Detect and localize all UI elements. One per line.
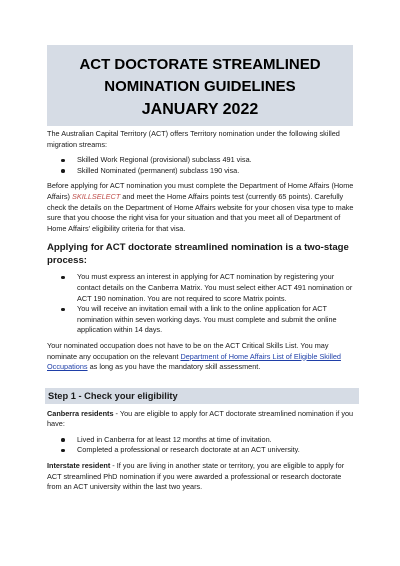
occupation-text-1: Your nominated occupation does not have to be on the ACT Critical Skills List. You may nominate any occupation on the relevant — [47, 340, 329, 361]
canberra-residents-paragraph — [47, 409, 357, 430]
occupation-paragraph — [47, 341, 357, 373]
step1-heading: Step 1 - Check your eligibility — [45, 388, 359, 404]
list-item: Skilled Nominated (permanent) subclass 190 visa. — [77, 166, 357, 177]
interstate-resident-paragraph — [47, 461, 357, 493]
before-applying-paragraph — [47, 181, 357, 234]
interstate-resident-text: - If you are living in another state or territory, you are eligible to apply for ACT streamlined PhD nomination if you were awarded a professional or research doctorate from an ACT university within the last two years. — [47, 461, 345, 492]
interstate-resident-label: Interstate resident — [47, 461, 111, 471]
document-body — [47, 129, 357, 493]
title-date: JANUARY 2022 — [141, 101, 259, 118]
canberra-residents-label: Canberra residents — [47, 408, 114, 418]
title-line-1: ACT DOCTORATE STREAMLINED — [79, 56, 321, 73]
intro-paragraph: The Australian Capital Territory (ACT) offers Territory nomination under the following skilled migration streams: — [47, 129, 340, 149]
before-applying-text-1: Before applying for ACT nomination you must complete the Department of Home Affairs (Home Affairs) — [47, 181, 354, 201]
title-line-2: NOMINATION GUIDELINES — [104, 78, 296, 95]
list-item: You must express an interest in applying for ACT nomination by registering your contact details on the Canberra Matrix. You must select either ACT 491 nomination or ACT 190 nomination. You are not required to score Matrix points. — [77, 272, 357, 304]
list-item: Completed a professional or research doctorate at an ACT university. — [77, 445, 357, 456]
two-stage-heading: Applying for ACT doctorate streamlined nomination is a two-stage process: — [47, 242, 349, 267]
canberra-criteria-list — [47, 435, 357, 456]
list-item: Skilled Work Regional (provisional) subclass 491 visa. — [77, 155, 357, 166]
two-stage-list — [47, 272, 357, 336]
title-banner — [47, 45, 353, 126]
list-item: Lived in Canberra for at least 12 months at time of invitation. — [77, 435, 357, 446]
eligible-occupations-link[interactable]: Department of Home Affairs List of Eligible Skilled Occupations — [47, 351, 341, 372]
list-item: You will receive an invitation email with a link to the online application for ACT nomination within seven working days. You must complete and submit the online application within 14 days. — [77, 304, 357, 336]
skillselect-link[interactable]: SKILLSELECT — [72, 191, 121, 201]
occupation-text-2: as long as you have the mandatory skill assessment. — [87, 362, 261, 372]
canberra-residents-text: - You are eligible to apply for ACT doctorate streamlined nomination if you have: — [47, 408, 354, 429]
visa-stream-list — [47, 155, 357, 176]
before-applying-text-2: and meet the Home Affairs points test (currently 65 points). Carefully check the details on the Department of Home Affairs website for your chosen visa type to make sure that you choose the right visa for your situation and that you meet all of Department of Home Affairs' eligibility criteria for that visa. — [47, 191, 354, 233]
